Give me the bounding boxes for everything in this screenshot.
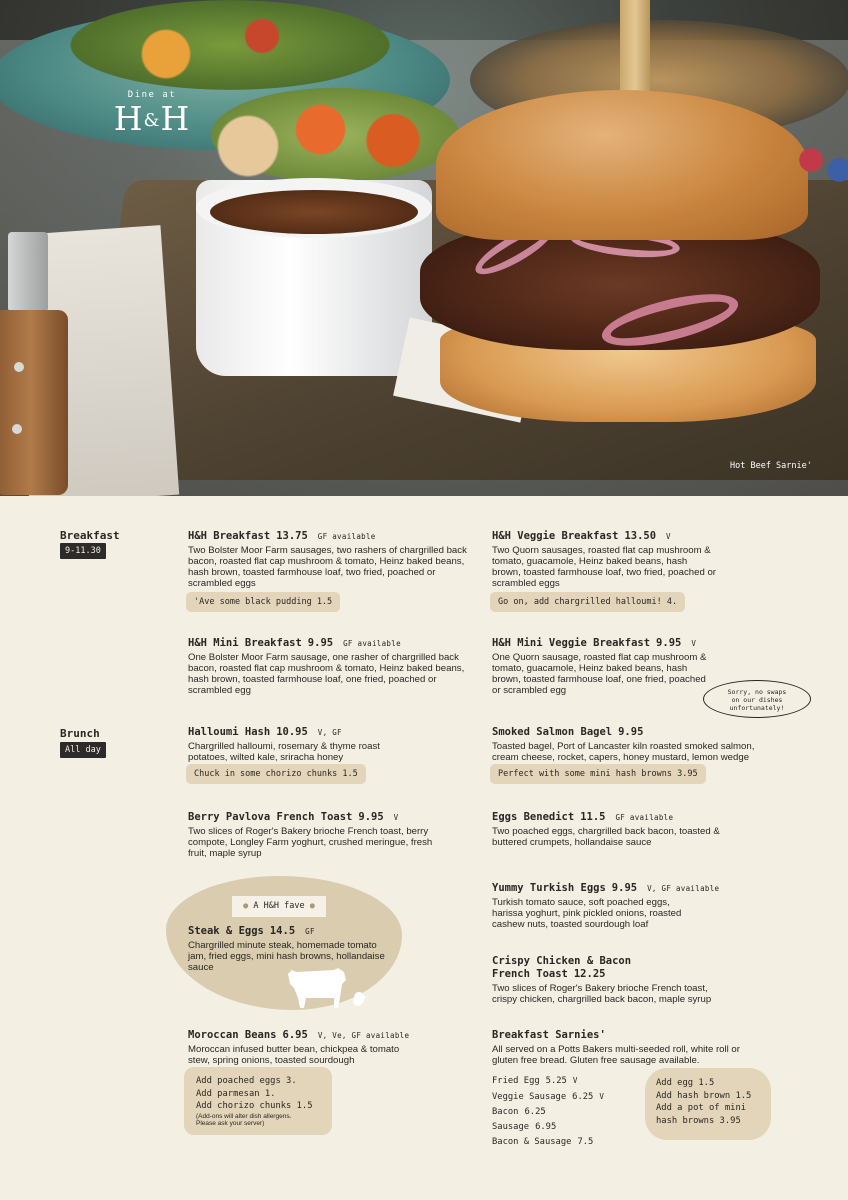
no-swaps-note: Sorry, no swaps on our dishes unfortunately!: [703, 680, 811, 718]
moroccan-addons-box: Add poached eggs 3. Add parmesan 1. Add chorizo chunks 1.5 (Add-ons will alter dish allergens. Please ask your server): [184, 1067, 332, 1135]
logo-tagline: Dine at: [127, 90, 177, 100]
menu-item-hh-mini-breakfast: H&H Mini Breakfast 9.95 GF available One Bolster Moor Farm sausage, one rasher of chargrilled back bacon, roasted flat cap mushroom & tomato, Heinz baked beans, hash brown, toasted farmhouse loaf, one fried, poached or scrambled egg: [188, 637, 465, 696]
cow-and-hen-icon: [284, 964, 368, 1010]
addon-pill-chorizo: Chuck in some chorizo chunks 1.5: [186, 764, 366, 784]
menu-item-berry-pavlova: Berry Pavlova French Toast 9.95 V Two slices of Roger's Bakery brioche French toast, berry compote, Longley Farm yoghurt, crushed meringue, fresh fruit, maple syrup: [188, 811, 433, 859]
fave-tag: ● A H&H fave ●: [232, 896, 326, 917]
section-brunch-label: Brunch: [60, 727, 100, 740]
addon-pill-black-pudding: 'Ave some black pudding 1.5: [186, 592, 340, 612]
section-breakfast-label: Breakfast: [60, 529, 120, 542]
list-item: Sausage 6.95: [492, 1122, 557, 1132]
list-item: Bacon & Sausage 7.5: [492, 1137, 594, 1147]
menu-item-eggs-benedict: Eggs Benedict 11.5 GF available Two poached eggs, chargrilled back bacon, toasted & buttered crumpets, hollandaise sauce: [492, 811, 720, 848]
list-item: Bacon 6.25: [492, 1107, 546, 1117]
menu-item-hh-veggie-breakfast: H&H Veggie Breakfast 13.50 V Two Quorn sausages, roasted flat cap mushroom & tomato, guacamole, Heinz baked beans, hash brown, toasted farmhouse loaf, two fried, poached or scrambled eggs: [492, 530, 716, 589]
sarnie-addons-box: Add egg 1.5 Add hash brown 1.5 Add a pot of mini hash browns 3.95: [645, 1068, 771, 1140]
menu-item-halloumi-hash: Halloumi Hash 10.95 V, GF Chargrilled halloumi, rosemary & thyme roast potatoes, wilted kale, sriracha honey: [188, 726, 380, 763]
hero-photo: [0, 0, 848, 496]
addon-pill-hash-browns: Perfect with some mini hash browns 3.95: [490, 764, 706, 784]
menu-item-hh-mini-veggie-breakfast: H&H Mini Veggie Breakfast 9.95 V One Quorn sausage, roasted flat cap mushroom & tomato, guacamole, Heinz baked beans, hash brown, toasted farmhouse loaf, one fried, poached or scrambled egg: [492, 637, 707, 696]
addon-pill-halloumi: Go on, add chargrilled halloumi! 4.: [490, 592, 685, 612]
knife: [0, 310, 68, 495]
photo-caption: Hot Beef Sarnie': [730, 461, 812, 471]
menu-item-smoked-salmon-bagel: Smoked Salmon Bagel 9.95 Toasted bagel, Port of Lancaster kiln roasted smoked salmon, cream cheese, rocket, capers, honey mustard, lemon wedge: [492, 726, 755, 763]
burger-bun: [436, 90, 808, 240]
list-item: Veggie Sausage 6.25 V: [492, 1092, 604, 1102]
sarnie-price-list: [492, 1073, 604, 1150]
brand-logo: Dine at H&H: [104, 90, 200, 136]
gravy-pot: [210, 190, 418, 234]
menu-item-crispy-chicken: Crispy Chicken & Bacon French Toast 12.25 Two slices of Roger's Bakery brioche French toast, crispy chicken, chargrilled back bacon, maple syrup: [492, 955, 712, 1005]
menu-item-steak-eggs: Steak & Eggs 14.5 GF Chargrilled minute steak, homemade tomato jam, fried eggs, mini hash browns, hollandaise sauce: [188, 925, 385, 973]
menu-item-moroccan-beans: Moroccan Beans 6.95 V, Ve, GF available Moroccan infused butter bean, chickpea & tomato stew, spring onions, toasted sourdough: [188, 1029, 410, 1066]
list-item: Fried Egg 5.25 V: [492, 1076, 578, 1086]
brunch-time-badge: All day: [60, 742, 106, 758]
menu-item-hh-breakfast: H&H Breakfast 13.75 GF available Two Bolster Moor Farm sausages, two rashers of chargrilled back bacon, roasted flat cap mushroom & tomato, Heinz baked beans, hash brown, toasted farmhouse loaf, two fried, poached or scrambled eggs: [188, 530, 467, 589]
menu-item-breakfast-sarnies: Breakfast Sarnies' All served on a Potts Bakers multi-seeded roll, white roll or gluten free bread. Gluten free sausage available.: [492, 1029, 740, 1066]
menu-item-turkish-eggs: Yummy Turkish Eggs 9.95 V, GF available Turkish tomato sauce, soft poached eggs, harissa yoghurt, pink pickled onions, roasted cashew nuts, toasted sourdough loaf: [492, 882, 720, 930]
breakfast-time-badge: 9-11.30: [60, 543, 106, 559]
